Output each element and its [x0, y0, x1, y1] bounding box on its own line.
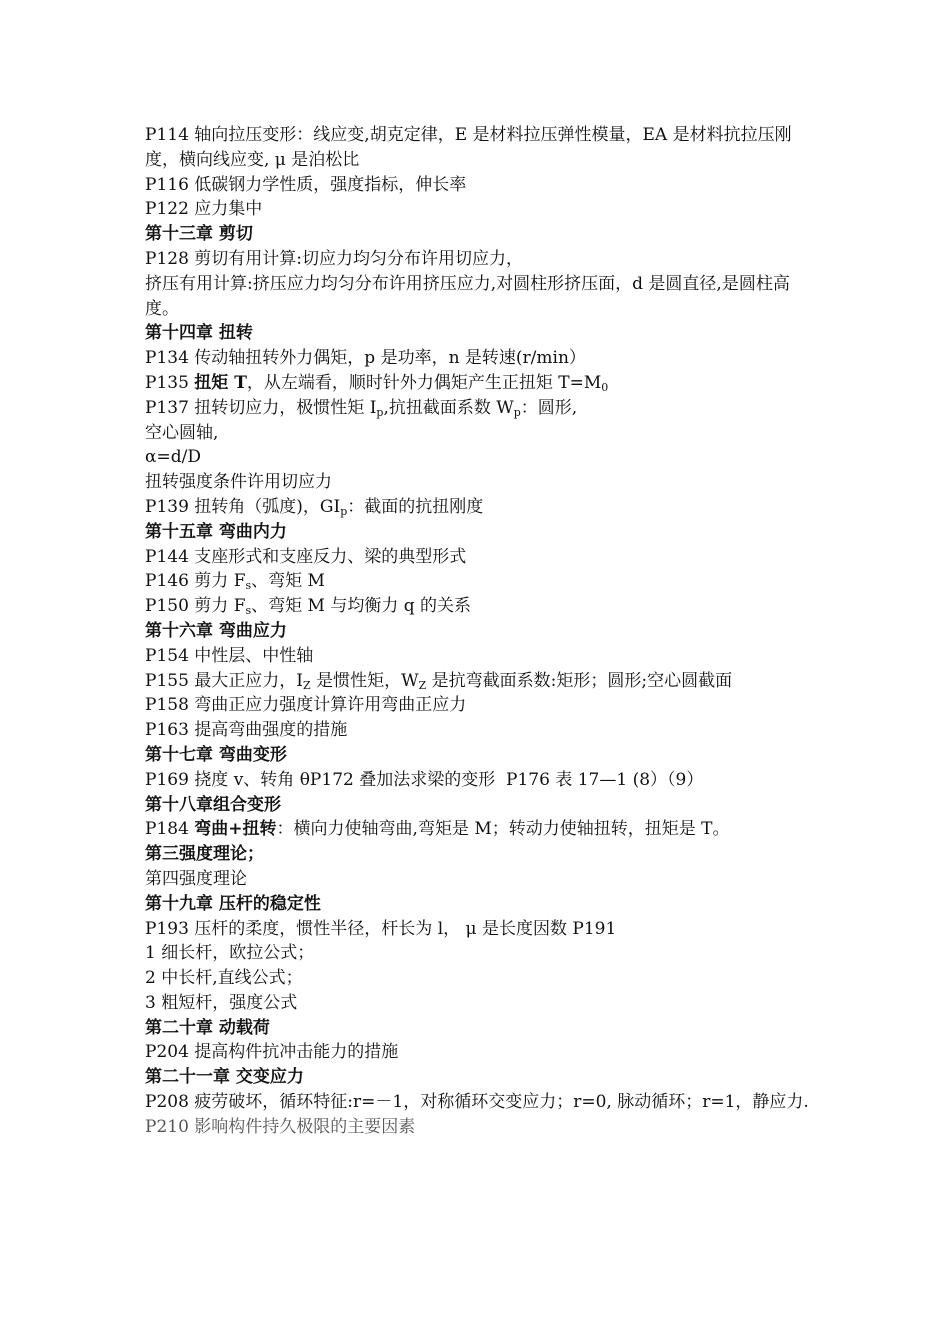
text-run: P150 剪力 F [145, 596, 246, 617]
subheading: 第三强度理论； [145, 844, 264, 865]
text-run: ，从左端看，顺时针外力偶矩产生正扭矩 T=M [246, 372, 602, 393]
text-run: P135 [145, 372, 195, 393]
document-page [145, 123, 813, 1140]
text-line: P154 中性层、中性轴 [145, 645, 314, 666]
text-line: P128 剪切有用计算:切应力均匀分布许用切应力， [145, 248, 524, 269]
bold-term: 扭矩 T [194, 372, 247, 393]
subscript: p [340, 504, 348, 518]
text-line: 1 细长杆，欧拉公式； [145, 943, 315, 964]
text-line: 空心圆轴, [145, 422, 219, 443]
text-line: 第四强度理论 [145, 868, 247, 889]
text-line: 挤压有用计算:挤压应力均匀分布许用挤压应力,对圆柱形挤压面，d 是圆直径,是圆柱高度。 [145, 273, 790, 319]
text-line: P208 疲劳破坏，循环特征:r=－1，对称循环交变应力；r=0, 脉动循环；r=1，静应力. [145, 1092, 809, 1113]
text-line: P134 传动轴扭转外力偶矩，p 是功率，n 是转速(r/min） [145, 348, 586, 369]
chapter-heading: 第十八章组合变形 [145, 794, 281, 815]
chapter-heading: 第十四章 扭转 [145, 323, 253, 344]
text-line: 3 粗短杆，强度公式 [145, 992, 298, 1013]
text-line: P144 支座形式和支座反力、梁的典型形式 [145, 546, 467, 567]
text-line [145, 594, 813, 619]
text-line: P114 轴向拉压变形：线应变,胡克定律，E 是材料拉压弹性模量，EA 是材料抗拉压刚度，横向线应变, μ 是泊松比 [145, 125, 792, 170]
subscript: s [245, 579, 252, 593]
chapter-heading: 第十三章 剪切 [145, 224, 253, 245]
text-line: 扭转强度条件许用切应力 [145, 472, 332, 493]
text-line [145, 495, 813, 520]
text-run: P146 剪力 F [145, 571, 246, 592]
text-run: 是抗弯截面系数:矩形；圆形;空心圆截面 [426, 670, 733, 691]
text-run: ：横向力使轴弯曲,弯矩是 M；转动力使轴扭转，扭矩是 T。 [276, 819, 730, 840]
subscript: Z [418, 678, 427, 692]
subscript: Z [303, 678, 311, 692]
subscript: p [376, 405, 384, 419]
text-run: 是惯性矩，W [310, 670, 419, 691]
text-line: P169 挠度 v、转角 θP172 叠加法求梁的变形 P176 表 17—1 (8）（9） [145, 769, 704, 790]
text-line: P193 压杆的柔度，惯性半径，杆长为 l， μ 是长度因数 P191 [145, 918, 617, 939]
text-run: ,抗扭截面系数 W [383, 397, 514, 418]
text-line: P210 影响构件持久极限的主要因素 [145, 1116, 416, 1137]
text-line: P116 低碳钢力学性质，强度指标，伸长率 [145, 174, 467, 195]
text-line [145, 396, 813, 421]
subscript: s [245, 604, 252, 618]
text-line: P158 弯曲正应力强度计算许用弯曲正应力 [145, 695, 467, 716]
text-line: α=d/D [145, 447, 201, 468]
chapter-heading: 第十七章 弯曲变形 [145, 744, 287, 765]
text-run: 、弯矩 M 与均衡力 q 的关系 [251, 596, 472, 617]
text-run: P137 扭转切应力，极惯性矩 I [145, 397, 377, 418]
chapter-heading: 第二十一章 交变应力 [145, 1067, 304, 1088]
subscript: 0 [601, 380, 609, 394]
chapter-heading: 第十六章 弯曲应力 [145, 620, 287, 641]
text-line [145, 669, 813, 694]
chapter-heading: 第二十章 动载荷 [145, 1017, 270, 1038]
chapter-heading: 第十九章 压杆的稳定性 [145, 893, 321, 914]
text-line [145, 569, 813, 594]
text-run: ：截面的抗扭刚度 [347, 496, 484, 517]
text-run: P155 最大正应力，I [145, 670, 304, 691]
text-line: P122 应力集中 [145, 199, 263, 220]
text-run: ：圆形, [520, 397, 578, 418]
text-run: P139 扭转角（弧度)，GI [145, 496, 341, 517]
subscript: p [513, 405, 521, 419]
bold-term: 弯曲+扭转 [194, 819, 277, 840]
text-line [145, 817, 813, 842]
text-line: 2 中长杆,直线公式； [145, 968, 303, 989]
text-line: P204 提高构件抗冲击能力的措施 [145, 1042, 399, 1063]
chapter-heading: 第十五章 弯曲内力 [145, 521, 287, 542]
text-line: P163 提高弯曲强度的措施 [145, 720, 348, 741]
text-run: 、弯矩 M [251, 571, 325, 592]
text-line [145, 371, 813, 396]
text-run: P184 [145, 819, 195, 840]
